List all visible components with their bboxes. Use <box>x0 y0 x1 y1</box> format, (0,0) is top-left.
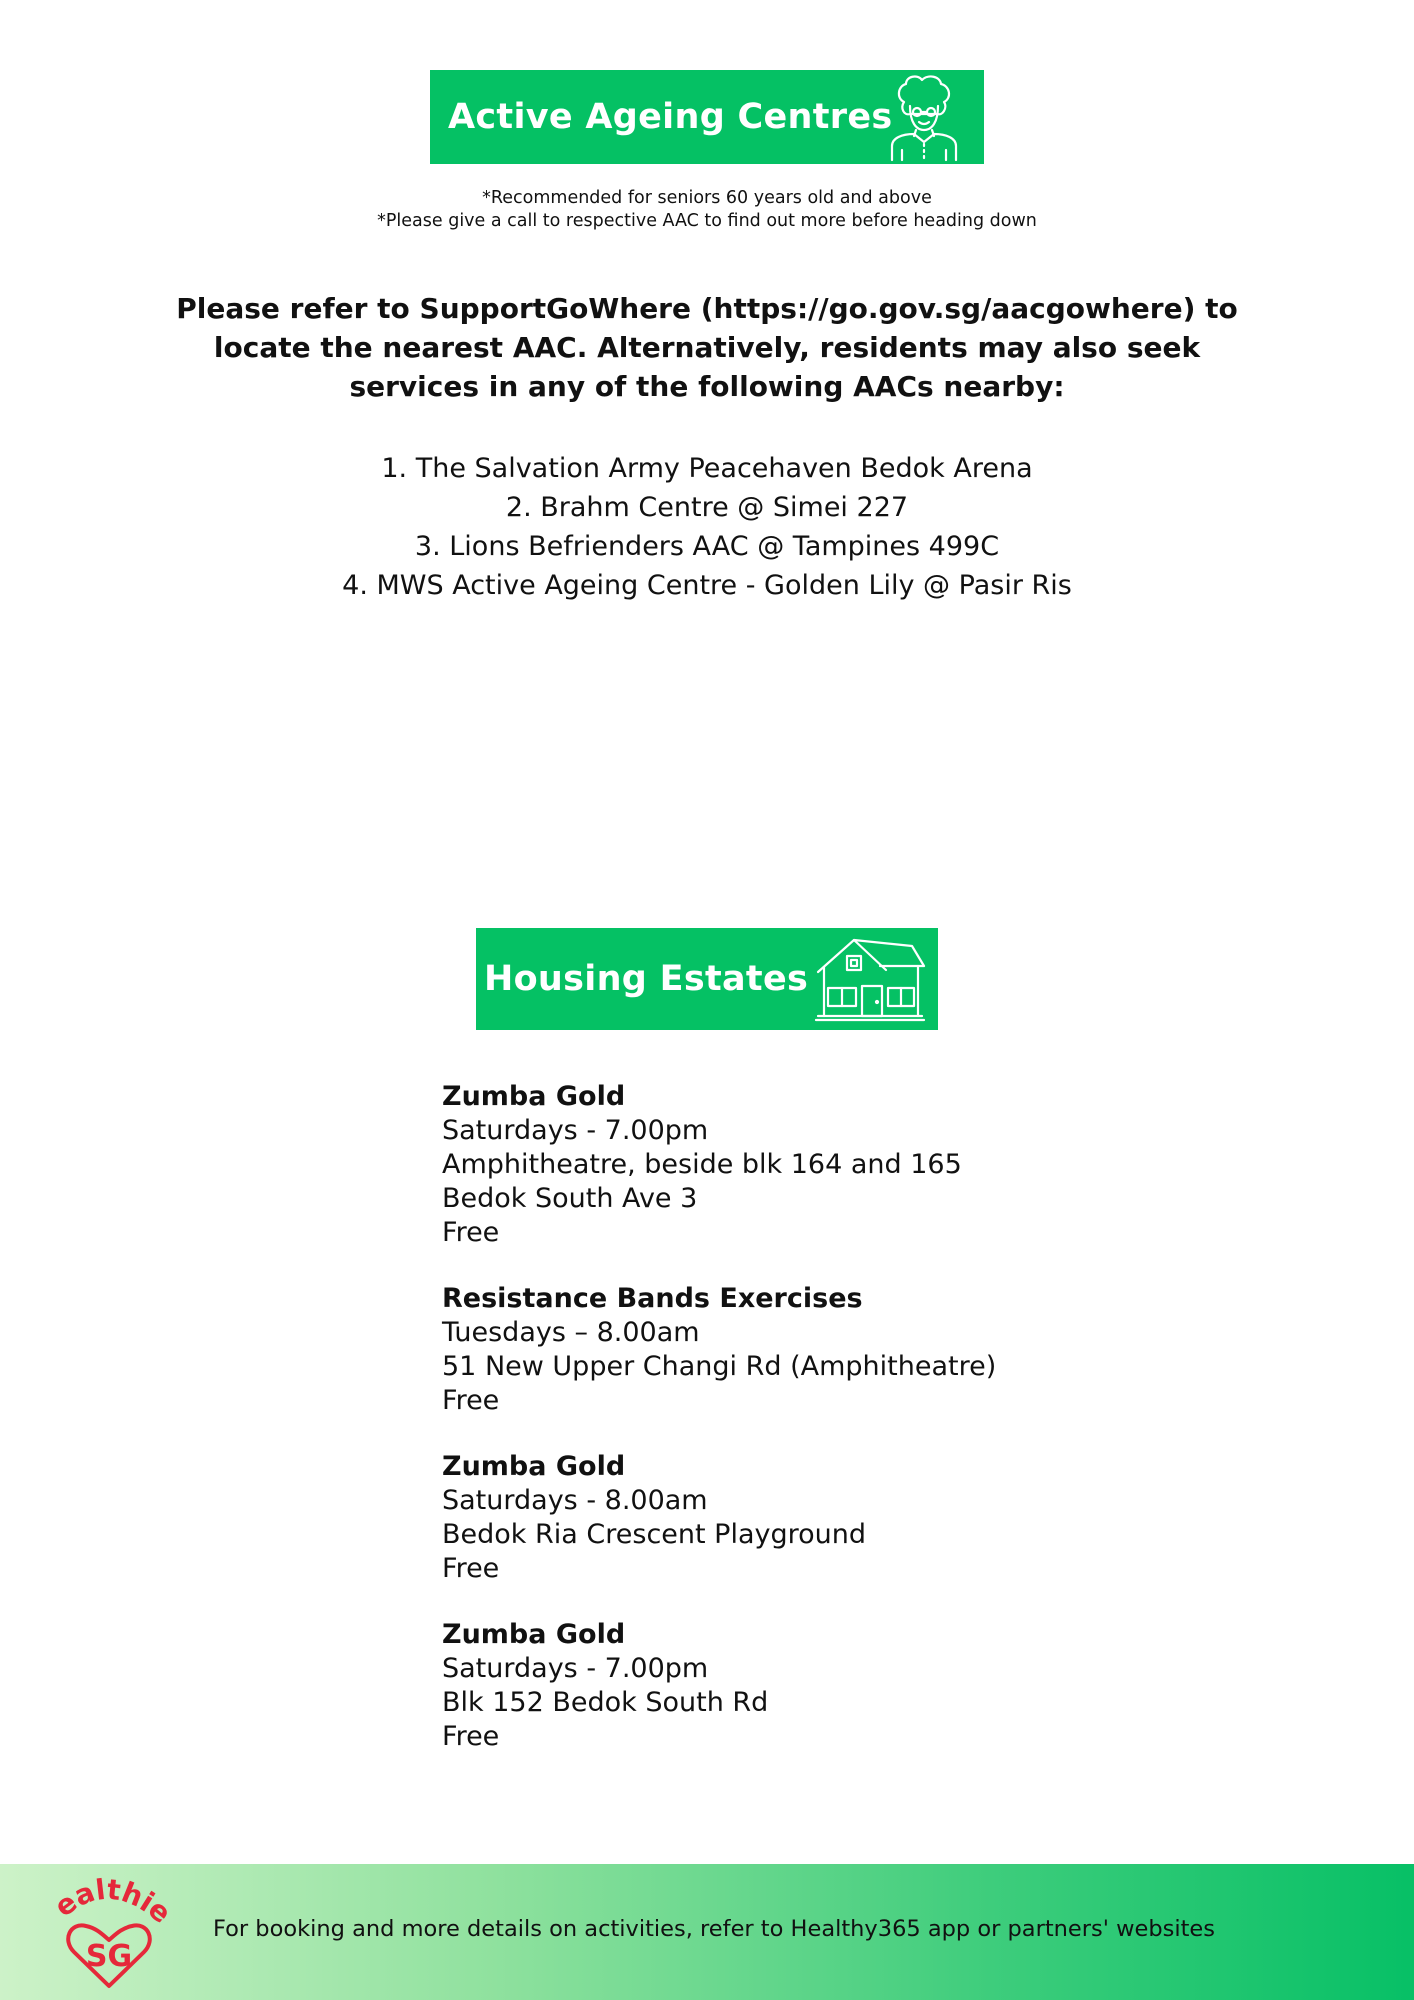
activity-name: Zumba Gold <box>442 1619 626 1650</box>
activity-detail: Bedok South Ave 3 <box>442 1183 698 1214</box>
activity-block <box>442 1080 1142 1250</box>
note-line: *Recommended for seniors 60 years old and above <box>482 188 932 208</box>
housing-banner <box>476 928 938 1030</box>
activity-detail: Saturdays - 7.00pm <box>442 1653 709 1684</box>
activity-detail: 51 New Upper Changi Rd (Amphitheatre) <box>442 1351 997 1382</box>
aac-notes <box>0 187 1414 233</box>
activity-detail: Free <box>442 1217 500 1248</box>
activity-detail: Blk 152 Bedok South Rd <box>442 1687 769 1718</box>
logo-text-bottom: SG <box>85 1939 133 1974</box>
svg-text:Healthier <box>44 1874 174 1930</box>
house-icon <box>814 934 926 1028</box>
activity-block <box>442 1618 1142 1754</box>
aac-banner <box>430 70 984 164</box>
activity-detail: Saturdays - 7.00pm <box>442 1115 709 1146</box>
activity-detail: Amphitheatre, beside blk 164 and 165 <box>442 1149 962 1180</box>
aac-title: Active Ageing Centres <box>448 97 893 137</box>
activity-detail: Free <box>442 1553 500 1584</box>
supportgowhere-paragraph: Please refer to SupportGoWhere (https://go.gov.sg/aacgowhere) to locate the nearest AAC. Alternatively, residents may also seek services in any of the following AACs nearby: <box>176 292 1238 403</box>
activity-detail: Bedok Ria Crescent Playground <box>442 1519 867 1550</box>
healthier-sg-logo <box>44 1874 174 1998</box>
list-item: 1. The Salvation Army Peacehaven Bedok Arena <box>381 453 1033 484</box>
housing-title: Housing Estates <box>484 959 809 999</box>
list-item: 2. Brahm Centre @ Simei 227 <box>505 492 909 523</box>
activity-block <box>442 1450 1142 1586</box>
activity-name: Zumba Gold <box>442 1451 626 1482</box>
activity-detail: Saturdays - 8.00am <box>442 1485 708 1516</box>
senior-person-icon <box>884 72 964 166</box>
aac-list <box>0 449 1414 605</box>
activity-name: Resistance Bands Exercises <box>442 1283 863 1314</box>
activity-detail: Free <box>442 1721 500 1752</box>
list-item: 3. Lions Befrienders AAC @ Tampines 499C <box>414 531 1000 562</box>
activity-detail: Free <box>442 1385 500 1416</box>
footer-text: For booking and more details on activities, refer to Healthy365 app or partners' websites <box>213 1916 1215 1942</box>
footer-bar <box>0 1864 1414 2000</box>
list-item: 4. MWS Active Ageing Centre - Golden Lily @ Pasir Ris <box>342 570 1072 601</box>
activities-list <box>442 1080 1142 1786</box>
activity-detail: Tuesdays – 8.00am <box>442 1317 700 1348</box>
logo-text-top: ealthie <box>48 1874 174 1930</box>
note-line: *Please give a call to respective AAC to find out more before heading down <box>377 211 1037 231</box>
activity-block <box>442 1282 1142 1418</box>
activity-name: Zumba Gold <box>442 1081 626 1112</box>
